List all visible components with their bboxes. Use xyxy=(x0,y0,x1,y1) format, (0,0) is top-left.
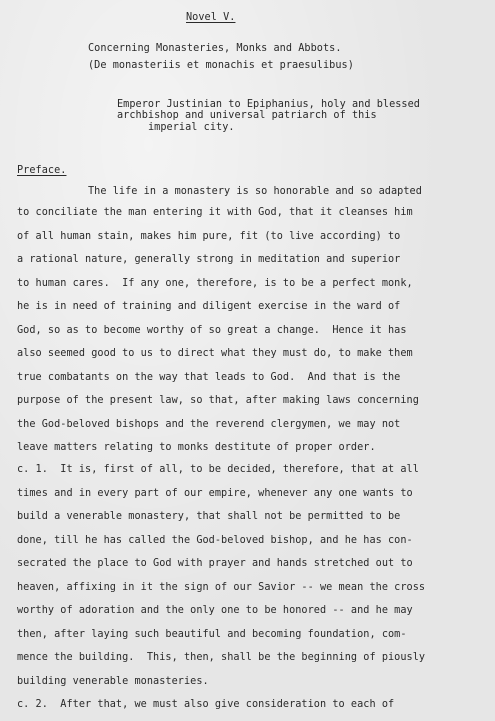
subtitle-latin: (De monasteriis et monachis et praesulibus) xyxy=(88,60,354,71)
address-line: imperial city. xyxy=(148,122,235,133)
body-line: c. 1. It is, first of all, to be decided, therefore, that at all xyxy=(17,464,419,475)
body-line: he is in need of training and diligent exercise in the ward of xyxy=(17,301,401,312)
body-line: a rational nature, generally strong in meditation and superior xyxy=(17,254,401,265)
section-heading: Preface. xyxy=(17,165,67,176)
body-line: of all human stain, makes him pure, fit (to live according) to xyxy=(17,231,401,242)
body-line: times and in every part of our empire, whenever any one wants to xyxy=(17,488,413,499)
body-line: to human cares. If any one, therefore, is to be a perfect monk, xyxy=(17,278,413,289)
body-line: The life in a monastery is so honorable and so adapted xyxy=(88,186,422,197)
body-line: then, after laying such beautiful and becoming foundation, com- xyxy=(17,629,407,640)
address-line: archbishop and universal patriarch of this xyxy=(117,110,377,121)
novel-title: Novel V. xyxy=(186,12,236,23)
body-line: purpose of the present law, so that, after making laws concerning xyxy=(17,395,419,406)
body-line: leave matters relating to monks destitute of proper order. xyxy=(17,442,376,453)
body-line: c. 2. After that, we must also give consideration to each of xyxy=(17,699,395,710)
body-line: to conciliate the man entering it with God, that it cleanses him xyxy=(17,207,413,218)
body-line: God, so as to become worthy of so great a change. Hence it has xyxy=(17,325,407,336)
body-line: the God-beloved bishops and the reverend clergymen, we may not xyxy=(17,419,401,430)
body-line: building venerable monasteries. xyxy=(17,676,209,687)
body-line: also seemed good to us to direct what they must do, to make them xyxy=(17,348,413,359)
body-line: mence the building. This, then, shall be the beginning of piously xyxy=(17,652,426,663)
subtitle-english: Concerning Monasteries, Monks and Abbots. xyxy=(88,43,342,54)
body-line: build a venerable monastery, that shall not be permitted to be xyxy=(17,511,401,522)
body-line: done, till he has called the God-beloved bishop, and he has con- xyxy=(17,535,413,546)
body-line: secrated the place to God with prayer and hands stretched out to xyxy=(17,558,413,569)
body-line: worthy of adoration and the only one to be honored -- and he may xyxy=(17,605,413,616)
body-line: heaven, affixing in it the sign of our Savior -- we mean the cross xyxy=(17,582,426,593)
body-line: true combatants on the way that leads to God. And that is the xyxy=(17,372,401,383)
address-line: Emperor Justinian to Epiphanius, holy and blessed xyxy=(117,99,420,110)
